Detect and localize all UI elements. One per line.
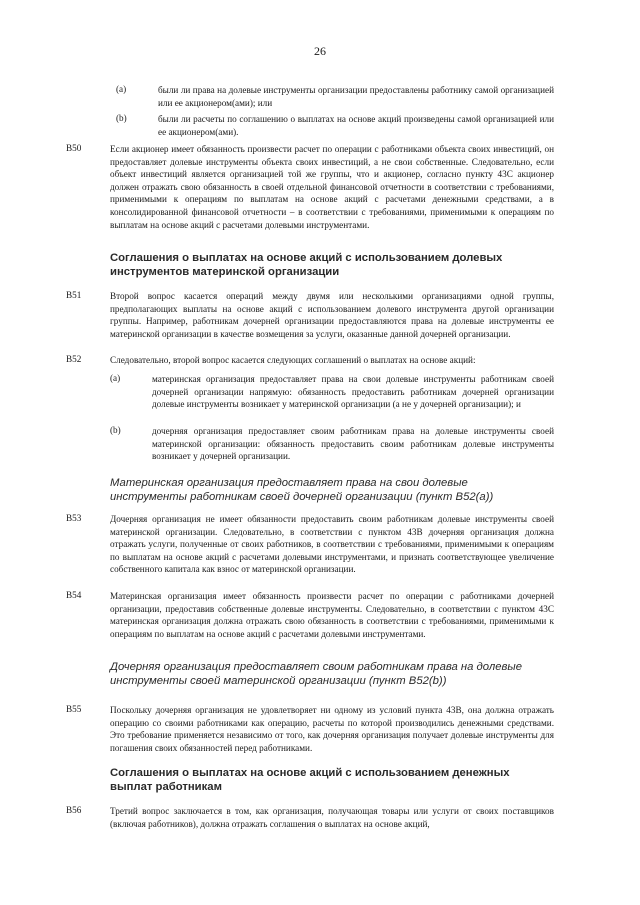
list-marker: (a) xyxy=(116,84,127,94)
list-item-text: были ли права на долевые инструменты организации предоставлены работнику самой организацией или ее акционером(ами); или xyxy=(158,85,554,108)
paragraph-text: Дочерняя организация не имеет обязанности предоставить своим работникам долевые инструменты своей материнской организации. Следовательно, в соответствии с пунктом 43B дочерняя организация должна отражать услуги, полученные от своих работников, в соответствии с требованиями, применимыми к операциям по выплатам на основе акций с расчетами долевыми инструментами, и признать соответствующее увеличение собственного капитала как взнос от материнской организации. xyxy=(110,514,554,575)
section-subheading: Материнская организация предоставляет права на свои долевые инструменты работникам своей дочерней организации (пункт B52(a)) xyxy=(110,477,494,503)
paragraph-text: Следовательно, второй вопрос касается следующих соглашений о выплатах на основе акций: xyxy=(110,355,476,365)
list-item-text: материнская организация предоставляет права на свои долевые инструменты работникам своей дочерней организации напрямую: обязанность предоставить работникам дочерней организации долевые инструменты возникает у материнской организации (а не у дочерней организации); и xyxy=(152,374,554,410)
paragraph-id: B51 xyxy=(66,290,82,300)
paragraph-text: Поскольку дочерняя организация не удовлетворяет ни одному из условий пункта 43B, она должна отражать операцию со своими работниками как операцию, расчеты по которой производились денежными средствами. Это требование применяется независимо от того, как дочерняя организация получает долевые инструменты для погашения своих обязанностей перед работниками. xyxy=(110,705,554,753)
paragraph-text: Третий вопрос заключается в том, как организация, получающая товары или услуги от своих поставщиков (включая работников), должна отражать соглашения о выплатах на основе акций, xyxy=(110,806,554,829)
list-item-text: были ли расчеты по соглашению о выплатах на основе акций произведены самой организацией или ее акционером(ами). xyxy=(158,114,554,137)
list-marker: (b) xyxy=(116,113,127,123)
list-item-text: дочерняя организация предоставляет своим работникам права на долевые инструменты своей материнской организации: обязанность предоставить своим работникам долевые инструменты возникает у дочерней организации. xyxy=(152,426,554,462)
list-marker: (b) xyxy=(110,425,121,435)
section-subheading: Дочерняя организация предоставляет своим работникам права на долевые инструменты своей материнской организации (пункт B52(b)) xyxy=(110,661,522,687)
paragraph-text: Если акционер имеет обязанность произвести расчет по операции с работниками объекта своих инвестиций, он предоставляет долевые инструменты объекта своих инвестиций, а не свои собственные. Следовательно, если объект инвестиций является организацией той же группы, что и акционер, согласно пункту 43C акционер должен отражать свою обязанность в своей отдельной финансовой отчетности в соответствии с требованиями, применимыми к операциям по выплатам на основе акций с расчетами денежными средствами, а в консолидированной финансовой отчетности – в соответствии с требованиями, применимыми к операциям по выплатам на основе акций с расчетами долевыми инструментами. xyxy=(110,144,554,230)
paragraph-id: B52 xyxy=(66,354,82,364)
paragraph-text: Материнская организация имеет обязанность произвести расчет по операции с работниками дочерней организации, предоставив собственные долевые инструменты. Следовательно, в соответствии с пунктом 43C материнская организация должна отражать свою обязанность в соответствии с требованиями, применимыми к операциям по выплатам на основе акций с расчетами долевыми инструментами. xyxy=(110,591,554,639)
paragraph-id: B53 xyxy=(66,513,82,523)
paragraph-id: B55 xyxy=(66,704,82,714)
list-marker: (a) xyxy=(110,373,121,383)
section-heading: Соглашения о выплатах на основе акций с использованием денежных выплат работникам xyxy=(110,767,510,793)
paragraph-text: Второй вопрос касается операций между двумя или несколькими организациями одной группы, предполагающих выплаты на основе акций с использованием долевого инструмента другой организации группы. Например, работникам дочерней организации предоставляются права на долевые инструменты ее материнской организации в качестве возмещения за услуги, оказанные данной дочерней организации. xyxy=(110,291,554,339)
section-heading: Соглашения о выплатах на основе акций с использованием долевых инструментов материнской организации xyxy=(110,252,503,278)
paragraph-id: B56 xyxy=(66,805,82,815)
paragraph-id: B50 xyxy=(66,143,82,153)
paragraph-id: B54 xyxy=(66,590,82,600)
page-number: 26 xyxy=(314,44,326,58)
